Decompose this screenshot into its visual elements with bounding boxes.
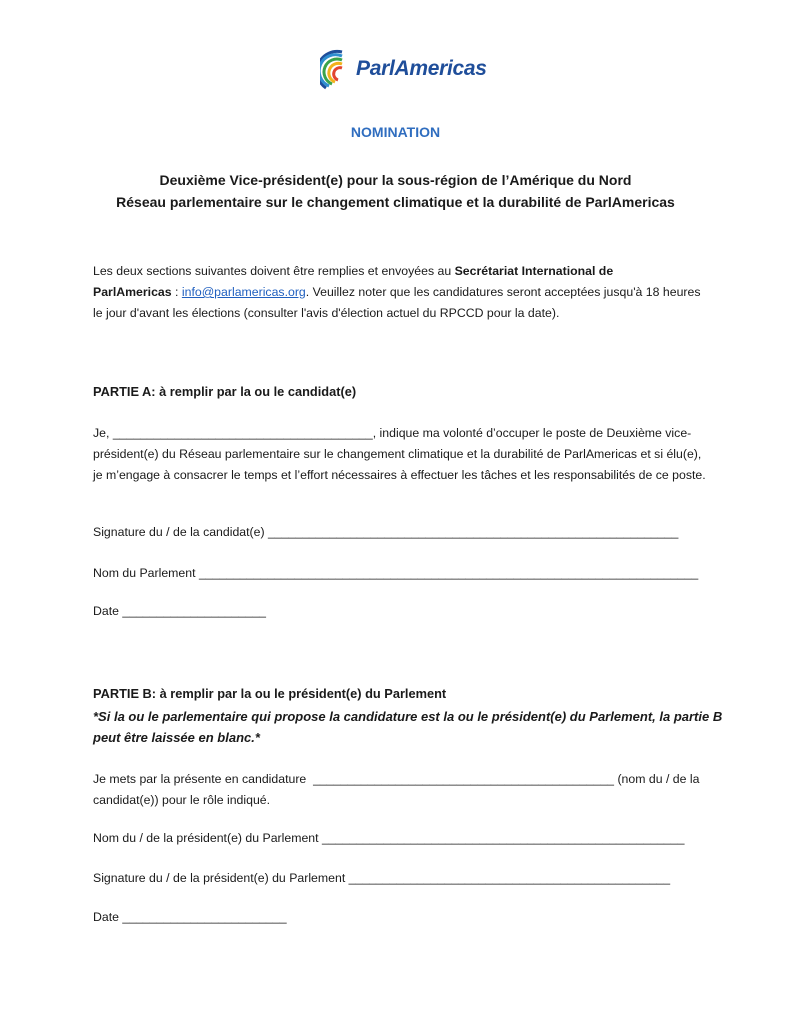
intro-text-3: . Veuillez noter que les candidatures seront acceptées jusqu'à 18 heures le jour d'avant les élections (consulter l'avis d'élection actuel du RPCCD pour la date). [93, 285, 701, 320]
candidate-date-label: Date [93, 604, 123, 618]
parliament-name-row [93, 566, 698, 580]
parliament-name-label: Nom du Parlement [93, 566, 199, 580]
part-a-heading: PARTIE A: à remplir par la ou le candidat(e) [93, 384, 357, 399]
intro-text-2: : [171, 285, 182, 299]
president-date-label: Date [93, 910, 123, 924]
candidate-signature-row [93, 525, 678, 539]
document-title: NOMINATION [350, 124, 441, 140]
declaration-text-2: , indique ma volonté d’occuper le poste de Deuxième vice-président(e) du Réseau parlementaire sur le changement climatique et la durabilité de ParlAmericas et si élu(e), je m’engage à consacrer le temps et l’effort nécessaires à effectuer les tâches et les responsabilités de ce poste. [93, 426, 706, 482]
candidate-date-blank[interactable]: _____________________ [122, 604, 267, 618]
part-b-note: *Si la ou le parlementaire qui propose la candidature est la ou le président(e) du Parlement, la partie B peut être laissée en blanc.* [93, 709, 723, 745]
part-a-declaration [93, 423, 713, 486]
president-signature-blank[interactable]: _______________________________________________ [348, 871, 671, 885]
nominee-name-blank[interactable]: ____________________________________________ [313, 772, 615, 786]
logo-wordmark: ParlAmericas [356, 57, 487, 80]
candidate-name-blank[interactable]: ______________________________________ [112, 426, 373, 440]
president-signature-row [93, 871, 670, 885]
intro-text-1: Les deux sections suivantes doivent être remplies et envoyées au [93, 264, 455, 278]
president-signature-label: Signature du / de la président(e) du Parlement [93, 871, 349, 885]
email-link[interactable]: info@parlamericas.org [181, 285, 306, 299]
candidate-date-row [93, 604, 266, 618]
president-date-blank[interactable]: ________________________ [122, 910, 287, 924]
position-subtitle: Deuxième Vice-président(e) pour la sous-région de l’Amérique du Nord [159, 172, 632, 188]
candidate-signature-blank[interactable]: ____________________________________________________________ [268, 525, 679, 539]
president-name-row [93, 831, 684, 845]
parlamericas-logo [320, 48, 487, 94]
president-name-label: Nom du / de la président(e) du Parlement [93, 831, 322, 845]
nomination-text-1: Je mets par la présente en candidature [93, 772, 314, 786]
intro-parlamericas: ParlAmericas [93, 285, 172, 299]
intro-paragraph [93, 261, 713, 324]
network-subtitle: Réseau parlementaire sur le changement climatique et la durabilité de ParlAmericas [116, 194, 675, 210]
parliament-name-blank[interactable]: _________________________________________________________________________ [198, 566, 699, 580]
logo-arcs-icon [320, 48, 360, 94]
nomination-text-2: (nom du / de la candidat(e)) pour le rôle indiqué. [93, 772, 700, 807]
candidate-signature-label: Signature du / de la candidat(e) [93, 525, 269, 539]
part-b-heading: PARTIE B: à remplir par la ou le président(e) du Parlement [93, 686, 447, 701]
president-date-row [93, 910, 287, 924]
intro-secretariat: Secrétariat International de [454, 264, 614, 278]
part-b-nomination [93, 769, 713, 811]
president-name-blank[interactable]: _____________________________________________________ [321, 831, 685, 845]
declaration-text-1: Je, [93, 426, 113, 440]
